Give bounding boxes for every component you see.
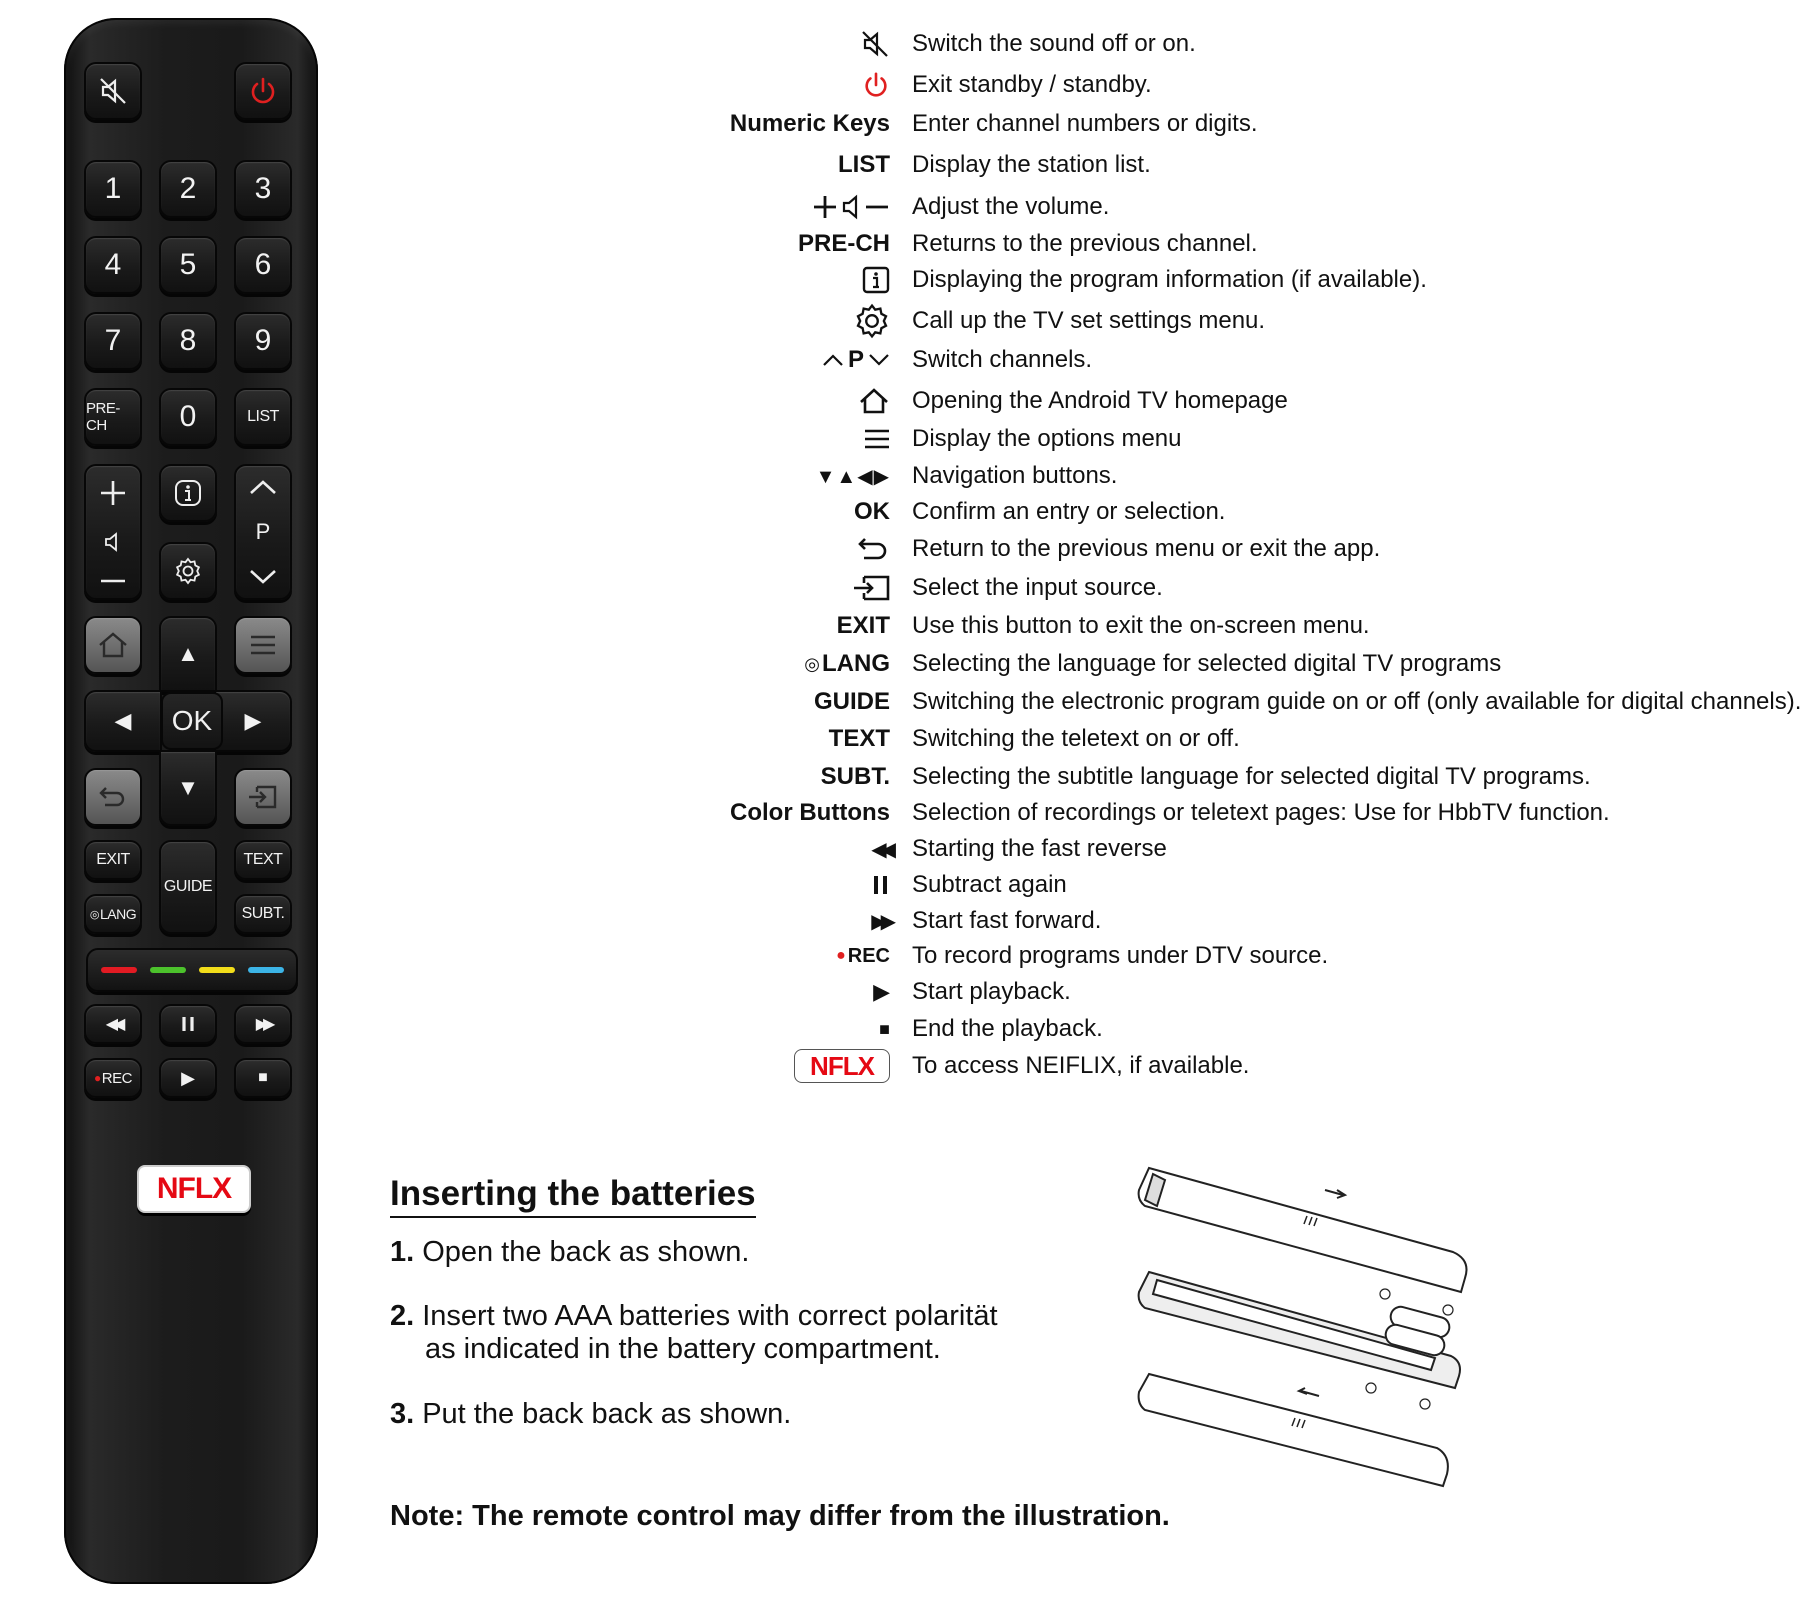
- legend-row: [340, 226, 1580, 262]
- battery-step-1: [390, 1236, 749, 1269]
- legend-row: [340, 608, 1580, 644]
- legend-description: To access NEIFLIX, if available.: [912, 1052, 1250, 1079]
- green-button[interactable]: [150, 967, 186, 973]
- chevron-down-icon: [248, 568, 278, 586]
- legend-description: Display the station list.: [912, 151, 1151, 178]
- pause-icon: [180, 1015, 196, 1033]
- volume-rocker[interactable]: [84, 464, 142, 600]
- mute-button[interactable]: [84, 62, 142, 120]
- legend-key-label: OK: [854, 498, 890, 525]
- legend-key: [822, 342, 890, 378]
- legend-key: [862, 67, 890, 103]
- number-1-button[interactable]: 1: [84, 160, 142, 218]
- legend-key: [837, 608, 890, 644]
- legend-description: Subtract again: [912, 871, 1067, 898]
- p-label: P: [255, 518, 271, 544]
- legend-key-label: Color Buttons: [730, 799, 890, 826]
- legend-row: [340, 570, 1580, 606]
- back-button[interactable]: [84, 768, 142, 826]
- menu-icon: [248, 633, 278, 657]
- legend-description: Enter channel numbers or digits.: [912, 110, 1258, 137]
- options-menu-button[interactable]: [234, 616, 292, 674]
- legend-row: [340, 867, 1580, 903]
- text-button[interactable]: TEXT: [234, 840, 292, 880]
- legend-row: [340, 494, 1580, 530]
- number-0-button[interactable]: 0: [159, 388, 217, 446]
- power-icon: [248, 76, 278, 106]
- step-text-continued: as indicated in the battery compartment.: [425, 1333, 941, 1365]
- rec-dot-icon: ●: [836, 947, 846, 964]
- color-buttons: [86, 948, 298, 992]
- legend-row: [340, 531, 1580, 567]
- channel-icon: [822, 346, 890, 374]
- legend-description: Switching the teletext on or off.: [912, 725, 1240, 752]
- legend-row: [340, 974, 1580, 1010]
- dpad-left-button[interactable]: [84, 690, 162, 752]
- legend-row: [340, 938, 1580, 974]
- number-6-button[interactable]: 6: [234, 236, 292, 294]
- prech-button[interactable]: PRE-CH: [84, 388, 142, 446]
- battery-illustration: [1135, 1160, 1495, 1500]
- dpad-right-button[interactable]: [214, 690, 292, 752]
- plus-icon: [98, 478, 128, 508]
- settings-button[interactable]: [159, 542, 217, 600]
- legend-key: [730, 106, 890, 142]
- number-2-button[interactable]: 2: [159, 160, 217, 218]
- channel-rocker[interactable]: [234, 464, 292, 600]
- legend-description: Select the input source.: [912, 574, 1163, 601]
- rec-label: REC: [101, 1069, 132, 1087]
- number-8-button[interactable]: 8: [159, 312, 217, 370]
- legend-row: [340, 67, 1580, 103]
- battery-step-3: [390, 1398, 791, 1431]
- legend-key: [838, 147, 890, 183]
- legend-key: [873, 974, 890, 1010]
- legend-key-label: PRE-CH: [797, 230, 890, 257]
- number-3-button[interactable]: 3: [234, 160, 292, 218]
- legend-key: [821, 759, 890, 795]
- legend-description: Selecting the language for selected digital TV programs: [912, 650, 1502, 677]
- legend-row: [340, 1011, 1580, 1047]
- legend-row: [340, 831, 1580, 867]
- legend-key-label: EXIT: [836, 612, 890, 639]
- info-icon: [862, 266, 890, 294]
- legend-key-label: LIST: [838, 151, 890, 178]
- legend-description: Switch the sound off or on.: [912, 30, 1196, 57]
- legend-description: Display the options menu: [912, 425, 1182, 452]
- back-icon: [97, 784, 129, 810]
- legend-description: Exit standby / standby.: [912, 71, 1152, 98]
- legend-key-label: REC: [847, 944, 890, 967]
- legend-description: Selection of recordings or teletext pages: Use for HbbTV function.: [912, 799, 1610, 826]
- legend-row: [340, 759, 1591, 795]
- input-source-button[interactable]: [234, 768, 292, 826]
- input-source-icon: [247, 783, 279, 811]
- rec-button[interactable]: [84, 1058, 142, 1098]
- navigation-icon: ▼▲◀▶: [815, 465, 890, 488]
- legend-row: [340, 1048, 1580, 1084]
- legend-description: Return to the previous menu or exit the app.: [912, 535, 1381, 562]
- chevron-up-icon: [248, 478, 278, 496]
- legend-row: [340, 342, 1580, 378]
- legend-key: [804, 646, 890, 682]
- legend-key-label: TEXT: [828, 725, 890, 752]
- legend-key: [856, 531, 890, 567]
- triangle-left-icon: ◀: [114, 708, 132, 733]
- gear-icon: [854, 303, 890, 339]
- fast-forward-icon: ▶▶: [871, 910, 890, 933]
- disclaimer-note: Note: The remote control may differ from the illustration.: [390, 1500, 1170, 1532]
- legend-key-label: SUBT.: [820, 763, 890, 790]
- legend-key: [794, 1048, 890, 1084]
- legend-description: Opening the Android TV homepage: [912, 387, 1288, 414]
- legend-row: [340, 106, 1580, 142]
- legend-key: [871, 831, 890, 867]
- legend-description: Navigation buttons.: [912, 462, 1118, 489]
- pause-icon: [872, 874, 890, 896]
- number-4-button[interactable]: 4: [84, 236, 142, 294]
- legend-description: End the playback.: [912, 1015, 1103, 1042]
- menu-icon: [864, 428, 890, 450]
- triangle-down-icon: ▼: [177, 775, 199, 800]
- legend-key: [816, 458, 890, 494]
- rewind-button[interactable]: [84, 1004, 142, 1044]
- legend-row: [340, 421, 1580, 457]
- step-number: 2.: [390, 1300, 415, 1332]
- legend-key-label: LANG: [822, 650, 890, 677]
- input-source-icon: [852, 575, 890, 601]
- step-text: Insert two AAA batteries with correct polarität: [422, 1300, 998, 1332]
- number-9-button[interactable]: 9: [234, 312, 292, 370]
- back-cover-top: [1139, 1168, 1467, 1292]
- legend-key: [854, 494, 890, 530]
- play-icon: ▶: [181, 1067, 195, 1088]
- legend-description: Displaying the program information (if available).: [912, 266, 1427, 293]
- legend-key: [829, 721, 890, 757]
- legend-key: [860, 26, 890, 62]
- mute-icon: [860, 29, 890, 59]
- ok-button[interactable]: OK: [161, 692, 223, 750]
- batteries-heading: Inserting the batteries: [390, 1174, 756, 1218]
- power-button[interactable]: [234, 62, 292, 120]
- fast-forward-button[interactable]: [234, 1004, 292, 1044]
- legend-description: To record programs under DTV source.: [912, 942, 1329, 969]
- legend-key-label: P: [847, 346, 864, 373]
- legend-description: Confirm an entry or selection.: [912, 498, 1226, 525]
- home-button[interactable]: [84, 616, 142, 674]
- legend-row: [340, 26, 1580, 62]
- legend-description: Call up the TV set settings menu.: [912, 307, 1266, 334]
- legend-key: [814, 684, 890, 720]
- battery-step-2: [390, 1300, 998, 1366]
- legend-key: [852, 570, 890, 606]
- exit-button[interactable]: EXIT: [84, 840, 142, 880]
- lang-icon: ◎: [804, 653, 820, 674]
- play-button[interactable]: [159, 1058, 217, 1098]
- legend-description: Start playback.: [912, 978, 1071, 1005]
- blue-button[interactable]: [248, 967, 284, 973]
- legend-row: [340, 147, 1580, 183]
- netflix-button[interactable]: NFLX: [137, 1165, 251, 1213]
- number-7-button[interactable]: 7: [84, 312, 142, 370]
- legend-row: [340, 646, 1580, 682]
- list-button[interactable]: LIST: [234, 388, 292, 446]
- legend-key: [864, 421, 890, 457]
- legend-key: [854, 303, 890, 339]
- lang-label: LANG: [99, 906, 137, 922]
- legend-description: Switching the electronic program guide on or off (only available for digital channels).: [912, 688, 1801, 715]
- pause-button[interactable]: [159, 1004, 217, 1044]
- minus-icon: [98, 576, 128, 586]
- legend-key: [872, 867, 890, 903]
- legend-row: [340, 189, 1580, 225]
- back-cover-bottom: [1139, 1374, 1448, 1486]
- step-number: 1.: [390, 1236, 415, 1268]
- subt-button[interactable]: SUBT.: [234, 894, 292, 934]
- remote-control: [64, 18, 318, 1584]
- yellow-button[interactable]: [199, 967, 235, 973]
- play-icon: ▶: [873, 979, 890, 1004]
- rewind-icon: ◀◀: [871, 838, 890, 861]
- red-button[interactable]: [101, 967, 137, 973]
- legend-row: [340, 684, 1801, 720]
- rec-dot-icon: ●: [94, 1071, 101, 1085]
- legend-key: [730, 795, 890, 831]
- lang-button[interactable]: [84, 894, 142, 934]
- info-icon: [174, 479, 202, 507]
- legend-row: [340, 383, 1580, 419]
- legend-row: [340, 303, 1580, 339]
- legend-description: Switch channels.: [912, 346, 1093, 373]
- legend-description: Start fast forward.: [912, 907, 1102, 934]
- fast-forward-icon: ▶▶: [255, 1016, 271, 1033]
- legend-row: [340, 721, 1580, 757]
- legend-key: [858, 383, 890, 419]
- back-icon: [856, 536, 890, 562]
- legend-key: [812, 189, 890, 225]
- legend-key: [836, 938, 890, 974]
- triangle-up-icon: ▲: [177, 641, 199, 666]
- dpad-up-button[interactable]: [159, 616, 217, 692]
- triangle-right-icon: ▶: [244, 708, 262, 733]
- legend-row: [340, 795, 1610, 831]
- info-button[interactable]: [159, 464, 217, 522]
- step-number: 3.: [390, 1398, 415, 1430]
- home-icon: [97, 630, 129, 660]
- stop-icon: ■: [879, 1018, 890, 1039]
- volume-icon: [812, 192, 890, 222]
- number-5-button[interactable]: 5: [159, 236, 217, 294]
- legend-key-label: GUIDE: [813, 688, 890, 715]
- dpad-down-button[interactable]: [159, 750, 217, 826]
- legend-key: [798, 226, 890, 262]
- legend-key-label: Numeric Keys: [729, 110, 890, 137]
- legend-key: [862, 262, 890, 298]
- rewind-icon: ◀◀: [105, 1016, 121, 1033]
- stop-button[interactable]: [234, 1058, 292, 1098]
- legend-row: [340, 903, 1580, 939]
- legend-description: Returns to the previous channel.: [912, 230, 1258, 257]
- step-text: Put the back back as shown.: [422, 1398, 792, 1430]
- lang-icon: ◎: [89, 908, 99, 921]
- legend-key: [871, 903, 890, 939]
- legend-row: [340, 262, 1580, 298]
- legend-description: Starting the fast reverse: [912, 835, 1167, 862]
- home-icon: [858, 387, 890, 415]
- mute-icon: [98, 76, 128, 106]
- step-text: Open the back as shown.: [422, 1236, 750, 1268]
- speaker-icon: [102, 531, 124, 553]
- power-icon: [862, 71, 890, 99]
- guide-button[interactable]: GUIDE: [159, 840, 217, 934]
- legend-key: [879, 1011, 890, 1047]
- legend-description: Adjust the volume.: [912, 193, 1110, 220]
- legend-description: Use this button to exit the on-screen menu.: [912, 612, 1370, 639]
- gear-icon: [174, 557, 202, 585]
- legend-row: [340, 458, 1580, 494]
- stop-icon: ■: [258, 1069, 268, 1086]
- legend-description: Selecting the subtitle language for selected digital TV programs.: [912, 763, 1591, 790]
- nflx-icon: NFLX: [794, 1049, 890, 1083]
